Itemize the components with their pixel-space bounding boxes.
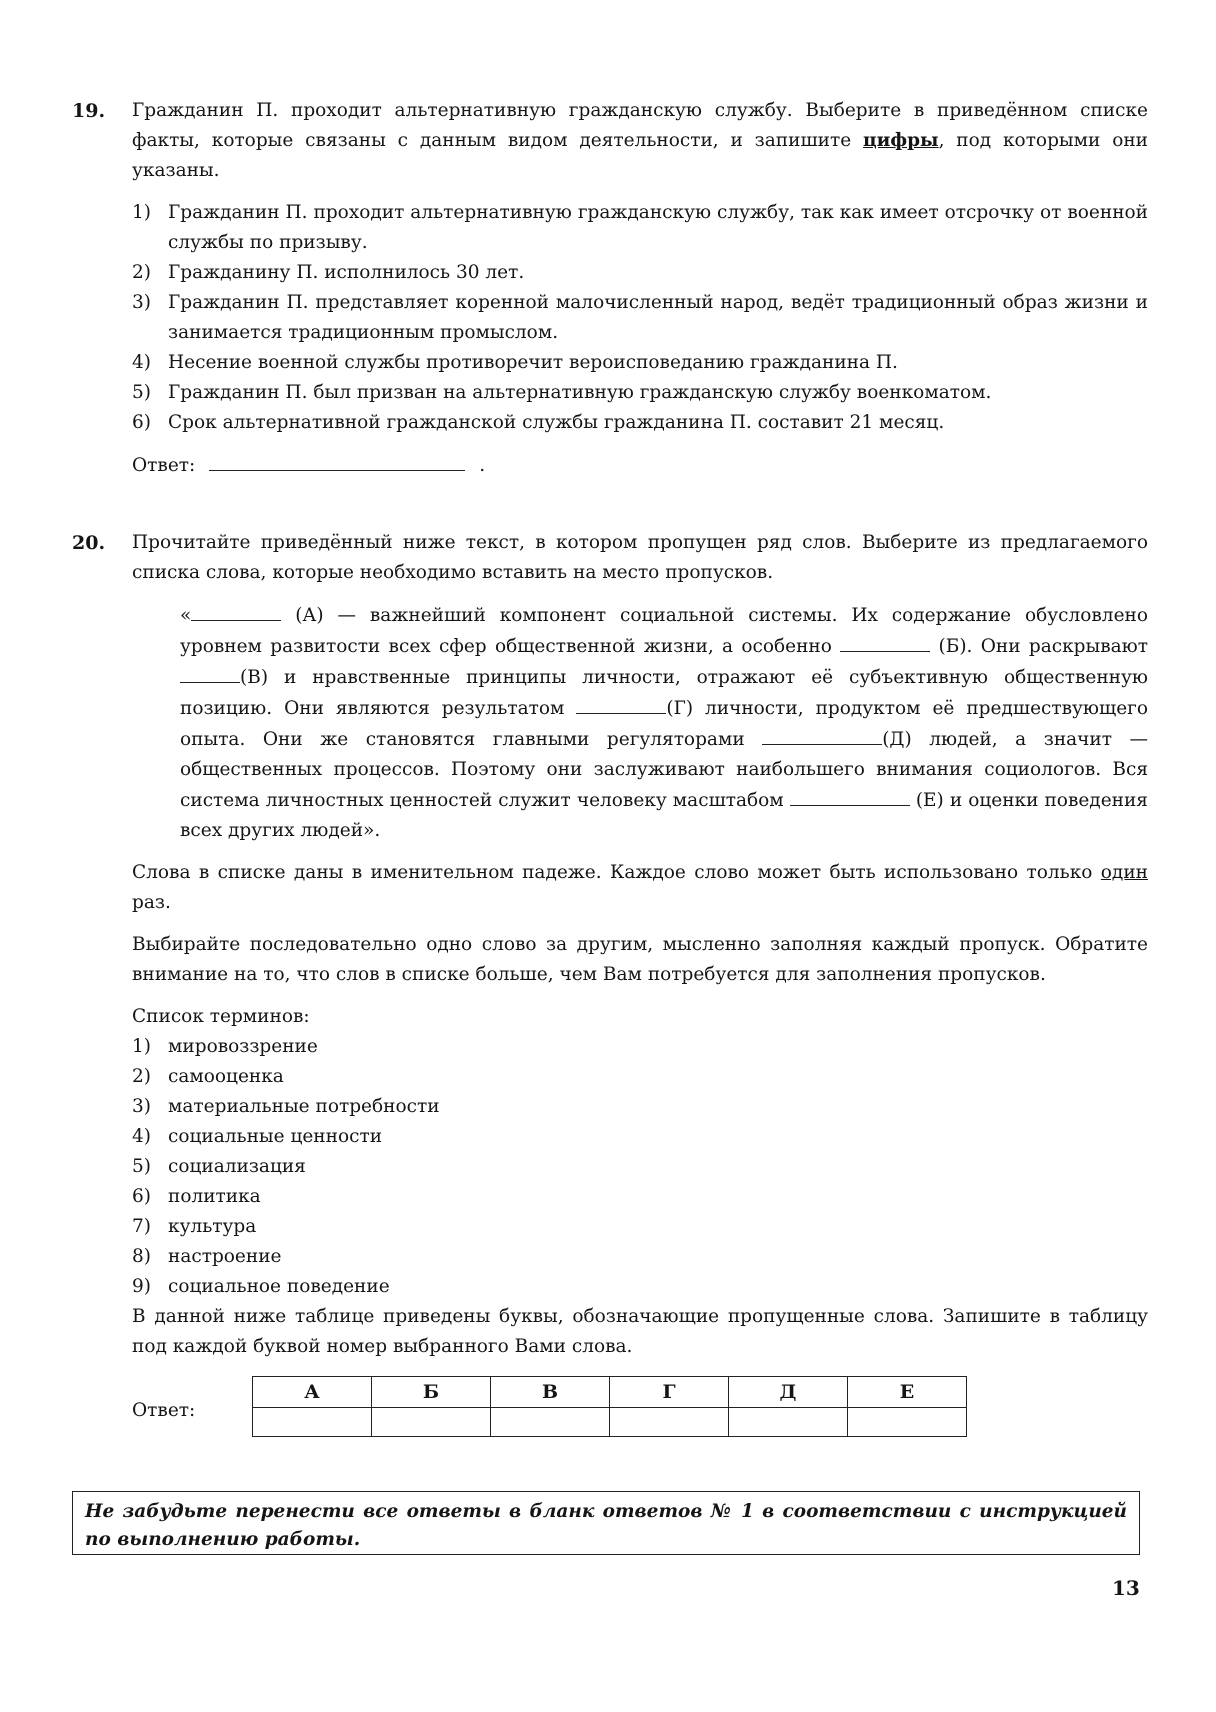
- term-item: [132, 1092, 1148, 1122]
- term-text: культура: [168, 1216, 257, 1237]
- term-item: [132, 1152, 1148, 1182]
- question-19: [72, 96, 1148, 481]
- option-number: 4): [132, 352, 151, 373]
- blank-e[interactable]: [790, 785, 910, 806]
- option-item: [132, 258, 1148, 288]
- passage-part: (Е) и оценки поведения всех других людей: [180, 790, 1148, 841]
- table-instruction: В данной ниже таблице приведены буквы, обозначающие пропущенные слова. Запишите в таблицу под каждой буквой номер выбранного Вами слова.: [132, 1306, 1148, 1357]
- passage-text: [132, 600, 1148, 846]
- answer-cell-v[interactable]: [491, 1408, 610, 1437]
- answer-table-row: [132, 1376, 1148, 1446]
- option-text: Срок альтернативной гражданской службы гражданина П. составит 21 месяц.: [168, 412, 945, 433]
- rule-text-start: Слова в списке даны в именительном падеже. Каждое слово может быть использовано только: [132, 862, 1101, 883]
- option-item: [132, 198, 1148, 258]
- letter-cell-e: Е: [848, 1377, 967, 1408]
- option-number: 6): [132, 412, 151, 433]
- stem-text-end: , под которыми они указаны.: [132, 130, 1148, 181]
- option-item: [132, 378, 1148, 408]
- answer-row: [132, 450, 1148, 481]
- option-text: Гражданин П. был призван на альтернативную гражданскую службу военкоматом.: [168, 382, 992, 403]
- answer-cell-b[interactable]: [372, 1408, 491, 1437]
- answer-field[interactable]: [209, 450, 465, 471]
- option-text: Несение военной службы противоречит вероисповеданию гражданина П.: [168, 352, 898, 373]
- terms-title: Список терминов:: [132, 1006, 310, 1027]
- blank-v[interactable]: [180, 662, 240, 683]
- letter-cell-g: Г: [610, 1377, 729, 1408]
- page-number: 13: [1112, 1576, 1140, 1600]
- option-number: 1): [132, 202, 151, 223]
- question-stem: Прочитайте приведённый ниже текст, в котором пропущен ряд слов. Выберите из предлагаемого списка слова, которые необходимо вставить на место пропусков.: [132, 532, 1148, 583]
- rule-emphasis: один: [1100, 862, 1148, 883]
- question-number: 20.: [72, 532, 106, 554]
- answer-cell-e[interactable]: [848, 1408, 967, 1437]
- term-number: 1): [132, 1036, 151, 1057]
- answer-label: Ответ:: [132, 455, 196, 476]
- term-text: социальные ценности: [168, 1126, 383, 1147]
- option-number: 2): [132, 262, 151, 283]
- blank-b[interactable]: [840, 631, 930, 652]
- question-20: [72, 528, 1148, 1446]
- letter-cell-b: Б: [372, 1377, 491, 1408]
- option-text: Гражданину П. исполнилось 30 лет.: [168, 262, 525, 283]
- term-number: 5): [132, 1156, 151, 1177]
- question-stem: [132, 96, 1148, 186]
- blank-g[interactable]: [576, 693, 666, 714]
- passage-part: (Г) личности, продуктом её предшествующего опыта. Они же становятся главными регуляторами: [180, 698, 1148, 750]
- term-item: [132, 1122, 1148, 1152]
- answer-cell-a[interactable]: [253, 1408, 372, 1437]
- letter-cell-a: А: [253, 1377, 372, 1408]
- term-number: 7): [132, 1216, 151, 1237]
- passage-part: (В) и нравственные принципы личности, отражают её субъективную общественную позицию. Они являются результатом: [180, 667, 1148, 719]
- rule-text: [132, 858, 1148, 918]
- option-item: [132, 408, 1148, 438]
- letter-cell-v: В: [491, 1377, 610, 1408]
- answer-cell-g[interactable]: [610, 1408, 729, 1437]
- term-text: социализация: [168, 1156, 306, 1177]
- stem-emphasis: цифры: [863, 130, 939, 151]
- option-text: Гражданин П. проходит альтернативную гражданскую службу, так как имеет отсрочку от военной службы по призыву.: [168, 202, 1148, 253]
- answer-table-header: [253, 1377, 967, 1408]
- answer-label: Ответ:: [132, 1400, 196, 1421]
- question-number: 19.: [72, 100, 106, 122]
- term-item: [132, 1272, 1148, 1302]
- term-item: [132, 1032, 1148, 1062]
- option-text: Гражданин П. представляет коренной малочисленный народ, ведёт традиционный образ жизни и занимается традиционным промыслом.: [168, 292, 1148, 343]
- term-text: политика: [168, 1186, 261, 1207]
- term-text: мировоззрение: [168, 1036, 318, 1057]
- letter-cell-d: Д: [729, 1377, 848, 1408]
- term-item: [132, 1242, 1148, 1272]
- term-text: социальное поведение: [168, 1276, 390, 1297]
- stem-text: Гражданин П. проходит альтернативную гражданскую службу. Выберите в приведённом списке факты, которые связаны с данным видом деятельности, и запишите: [132, 100, 1148, 151]
- term-text: самооценка: [168, 1066, 284, 1087]
- open-quote: «: [180, 605, 192, 626]
- blank-a[interactable]: [191, 600, 281, 621]
- term-text: настроение: [168, 1246, 282, 1267]
- term-number: 9): [132, 1276, 151, 1297]
- option-item: [132, 288, 1148, 348]
- option-number: 5): [132, 382, 151, 403]
- passage-part: (Д) людей, а значит — общественных процессов. Поэтому они заслуживают наибольшего внимания социологов. Вся система личностных ценностей служит человеку масштабом: [180, 729, 1149, 811]
- term-item: [132, 1062, 1148, 1092]
- close-quote: ».: [363, 820, 381, 841]
- options-list: [132, 198, 1148, 438]
- term-item: [132, 1212, 1148, 1242]
- term-number: 2): [132, 1066, 151, 1087]
- reminder-notice: Не забудьте перенести все ответы в бланк ответов № 1 в соответствии с инструкцией по выполнению работы.: [72, 1491, 1140, 1555]
- rule-text-end: раз.: [132, 892, 171, 913]
- term-number: 8): [132, 1246, 151, 1267]
- passage-part: (Б). Они раскрывают: [938, 636, 1149, 657]
- answer-table-inputs: [253, 1408, 967, 1437]
- term-number: 4): [132, 1126, 151, 1147]
- terms-list: [132, 1032, 1148, 1302]
- term-number: 6): [132, 1186, 151, 1207]
- option-item: [132, 348, 1148, 378]
- term-item: [132, 1182, 1148, 1212]
- blank-d[interactable]: [762, 724, 882, 745]
- term-text: материальные потребности: [168, 1096, 440, 1117]
- passage-part: (А) — важнейший компонент социальной системы. Их содержание обусловлено уровнем развитости всех сфер общественной жизни, а особенно: [180, 605, 1148, 657]
- answer-end: .: [479, 455, 486, 476]
- term-number: 3): [132, 1096, 151, 1117]
- instruction-text: Выбирайте последовательно одно слово за другим, мысленно заполняя каждый пропуск. Обратите внимание на то, что слов в списке больше, чем Вам потребуется для заполнения пропусков.: [132, 934, 1148, 985]
- answer-cell-d[interactable]: [729, 1408, 848, 1437]
- option-number: 3): [132, 292, 151, 313]
- answer-table: [252, 1376, 967, 1437]
